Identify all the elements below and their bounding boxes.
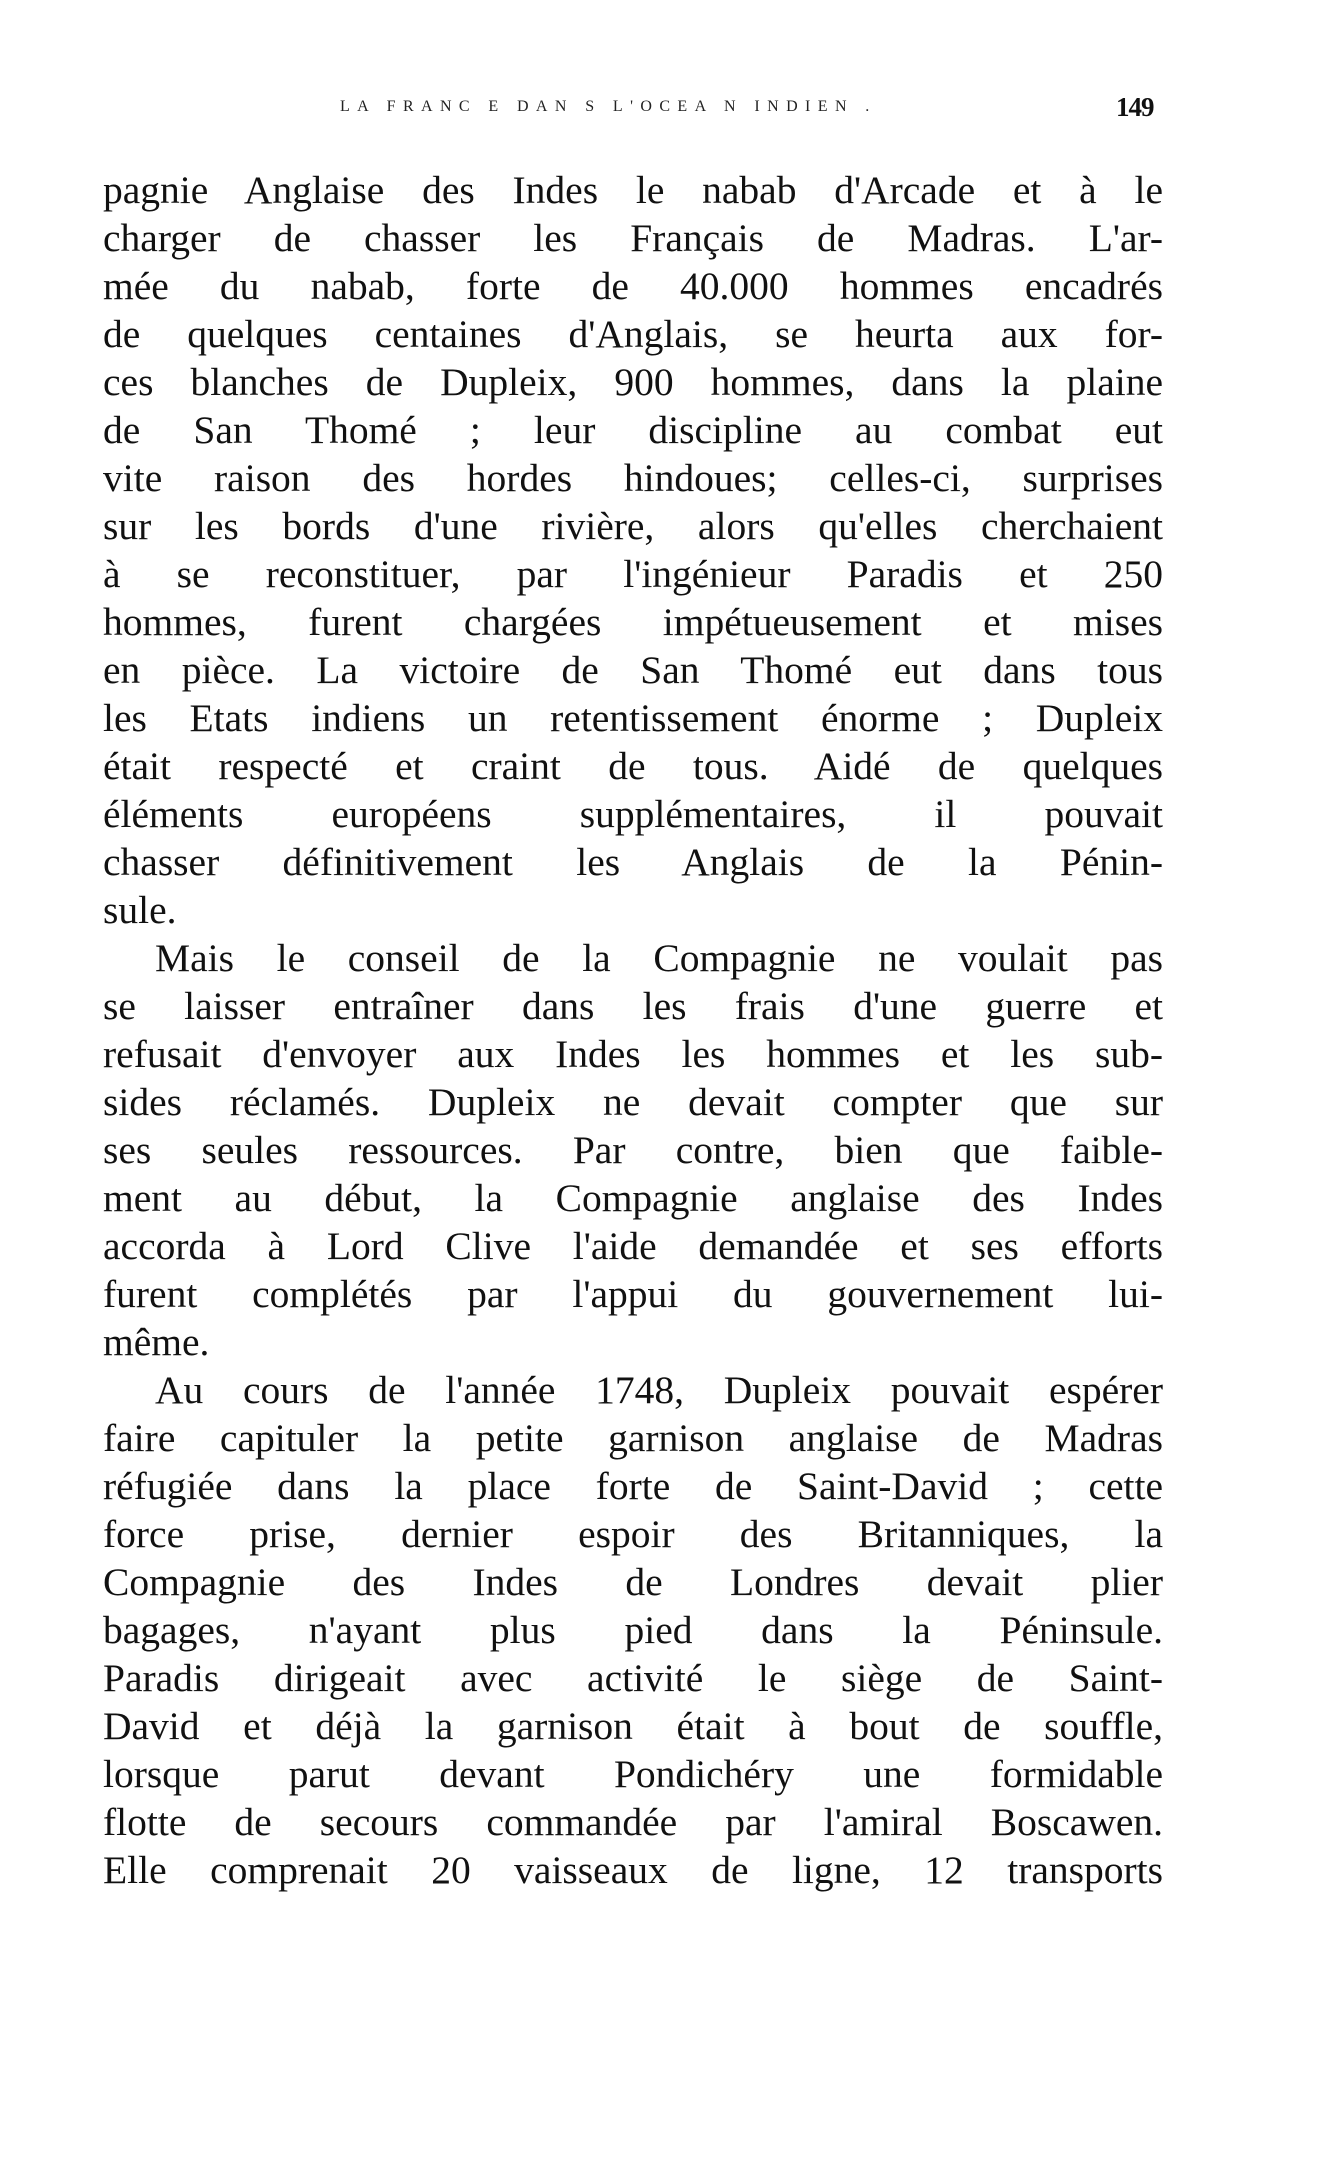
text-line: Au cours de l'année 1748, Dupleix pouvait espérer: [155, 1368, 1163, 1412]
text-line: réfugiée dans la place forte de Saint-David ; cette: [103, 1464, 1163, 1508]
paragraph-3: [103, 1366, 1163, 1894]
running-title: LA FRANC E DAN S L'OCEA N INDIEN .: [340, 98, 877, 115]
page-number: 149: [1116, 92, 1154, 122]
text-line: de quelques centaines d'Anglais, se heurta aux for-: [103, 312, 1163, 356]
text-line: bagages, n'ayant plus pied dans la Péninsule.: [103, 1608, 1163, 1652]
text-line: flotte de secours commandée par l'amiral Boscawen.: [103, 1800, 1163, 1844]
text-line: force prise, dernier espoir des Britanniques, la: [103, 1512, 1163, 1556]
text-line: sur les bords d'une rivière, alors qu'elles cherchaient: [103, 504, 1163, 548]
text-line: chasser définitivement les Anglais de la Pénin-: [103, 840, 1163, 884]
text-line: vite raison des hordes hindoues; celles-ci, surprises: [103, 456, 1163, 500]
body-text: [103, 166, 1163, 1894]
text-line: Paradis dirigeait avec activité le siège de Saint-: [103, 1656, 1163, 1700]
text-line: à se reconstituer, par l'ingénieur Paradis et 250: [103, 552, 1163, 596]
text-line: furent complétés par l'appui du gouvernement lui-: [103, 1272, 1163, 1316]
text-line: était respecté et craint de tous. Aidé de quelques: [103, 744, 1163, 788]
text-line: se laisser entraîner dans les frais d'une guerre et: [103, 984, 1163, 1028]
text-line: charger de chasser les Français de Madras. L'ar-: [103, 216, 1163, 260]
text-line: hommes, furent chargées impétueusement et mises: [103, 600, 1163, 644]
text-line: Compagnie des Indes de Londres devait plier: [103, 1560, 1163, 1604]
text-line: ces blanches de Dupleix, 900 hommes, dans la plaine: [103, 360, 1163, 404]
text-line: refusait d'envoyer aux Indes les hommes et les sub-: [103, 1032, 1163, 1076]
text-line: même.: [103, 1320, 210, 1364]
text-line: Mais le conseil de la Compagnie ne voulait pas: [155, 936, 1163, 980]
text-line: de San Thomé ; leur discipline au combat eut: [103, 408, 1163, 452]
text-line: mée du nabab, forte de 40.000 hommes encadrés: [103, 264, 1163, 308]
text-line: pagnie Anglaise des Indes le nabab d'Arcade et à le: [103, 168, 1163, 212]
paragraph-2: [103, 934, 1163, 1366]
text-line: sides réclamés. Dupleix ne devait compter que sur: [103, 1080, 1163, 1124]
text-line: David et déjà la garnison était à bout de souffle,: [103, 1704, 1163, 1748]
text-line: les Etats indiens un retentissement énorme ; Dupleix: [103, 696, 1163, 740]
paragraph-1: [103, 166, 1163, 934]
text-line: ment au début, la Compagnie anglaise des Indes: [103, 1176, 1163, 1220]
text-line: lorsque parut devant Pondichéry une formidable: [103, 1752, 1163, 1796]
text-line: éléments européens supplémentaires, il pouvait: [103, 792, 1163, 836]
text-line: accorda à Lord Clive l'aide demandée et ses efforts: [103, 1224, 1163, 1268]
text-line: faire capituler la petite garnison anglaise de Madras: [103, 1416, 1163, 1460]
text-line: en pièce. La victoire de San Thomé eut dans tous: [103, 648, 1163, 692]
text-line: sule.: [103, 888, 177, 932]
text-line: Elle comprenait 20 vaisseaux de ligne, 12 transports: [103, 1848, 1163, 1892]
text-line: ses seules ressources. Par contre, bien que faible-: [103, 1128, 1163, 1172]
